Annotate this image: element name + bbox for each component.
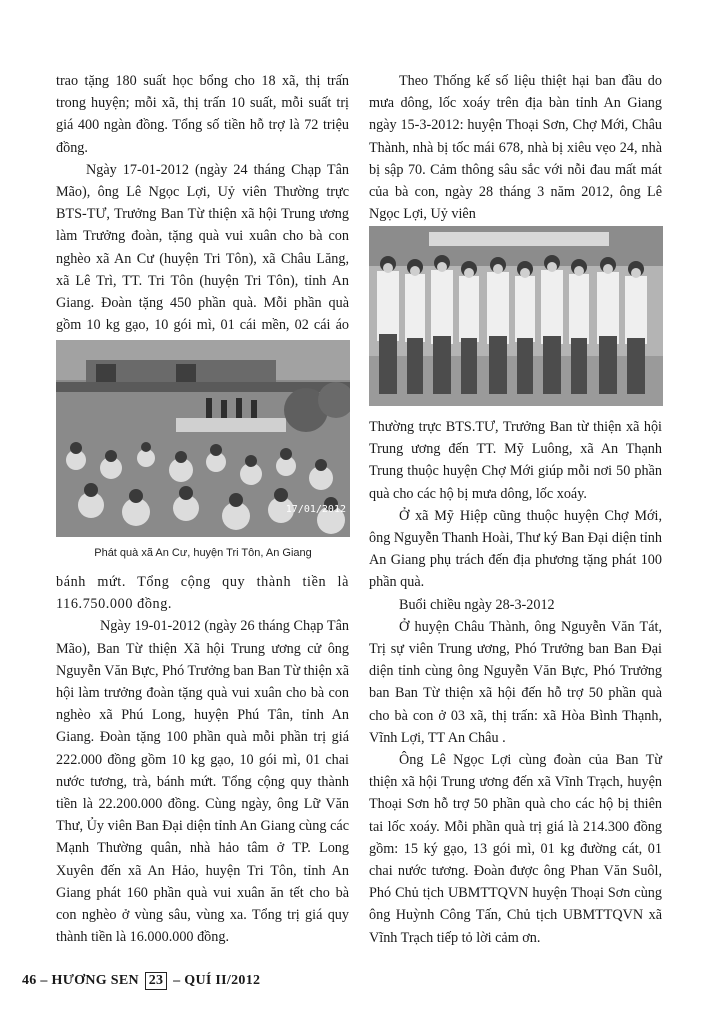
- left-paragraph-2: Ngày 17-01-2012 (ngày 24 tháng Chạp Tân Mão), ông Lê Ngọc Lợi, Uỷ viên Thường trực BTS-TƯ, Trưởng Ban Từ thiện xã hội Trung ương làm Trưởng đoàn, tặng quà vui xuân cho bà con nghèo xã An Cư (huyện Tri Tôn), xã Châu Lăng, xã Lê Trì, TT. Tri Tôn (huyện Tri Tôn), tỉnh An Giang. Đoàn tặng 450 phần quà. Mỗi phần quà gồm 10 kg gạo, 10 gói mì, 01 cái mền, 02 cái áo: [56, 161, 349, 334]
- right-column: [369, 70, 662, 225]
- left-paragraph-1: trao tặng 180 suất học bổng cho 18 xã, thị trấn trong huyện; mỗi xã, thị trấn 10 suất, mỗi suất trị giá 400 ngàn đồng. Tổng số tiền hỗ trợ là 72 triệu đồng.: [56, 73, 349, 156]
- right-paragraph-6: Ông Lê Ngọc Lợi cùng đoàn của Ban Từ thiện xã hội Trung ương đến xã Vĩnh Trạch, huyện Thoại Sơn hỗ trợ 50 phần quà cho các hộ bị thiên tai lốc xoáy. Mỗi phần quà trị giá là 214.300 đồng gồm: 15 ký gạo, 13 gói mì, 01 kg đường cát, 01 chai nước tương. Đoàn được ông Phan Văn Suôl, Phó Chủ tịch UBMTTQVN huyện Thoại Sơn cùng ông Huỳnh Công Tấn, Chủ tịch UBMTTQVN xã Vĩnh Trạch tiếp tỏ lời cảm ơn.: [369, 752, 662, 946]
- left-column: [56, 70, 349, 359]
- photo-group-delegation: [369, 226, 663, 406]
- publication-period: QUÍ II/2012: [184, 973, 261, 988]
- footer-separator: –: [40, 973, 48, 988]
- left-paragraph-3: bánh mứt. Tổng cộng quy thành tiền là 116.750.000 đồng.: [56, 574, 349, 613]
- page-footer: [22, 972, 260, 990]
- photo-caption: Phát quà xã An Cư, huyện Tri Tôn, An Giang: [94, 547, 312, 559]
- photo-date-stamp: 17/01/2012: [285, 504, 346, 515]
- right-paragraph-5: Ở huyện Châu Thành, ông Nguyễn Văn Tát, Trị sự viên Trung ương, Phó Trưởng ban Ban Đại diện tỉnh cùng ông Nguyễn Văn Bực, Phó Trưởng ban Ban Từ thiện xã hội đến hỗ trợ 50 phần quà cho bà con ở 03 xã, thị trấn: xã Hòa Bình Thạnh, Vĩnh Lợi, TT An Châu .: [369, 618, 662, 746]
- left-column-continued: [56, 571, 349, 948]
- footer-separator: –: [173, 973, 181, 988]
- left-paragraph-4: Ngày 19-01-2012 (ngày 26 tháng Chạp Tân Mão), Ban Từ thiện Xã hội Trung ương cử ông Nguyễn Văn Bực, Phó Trưởng ban Ban Từ thiện xã hội làm trưởng đoàn tặng quà vui xuân cho bà con nghèo xã Phú Long, huyện Phú Tân, tỉnh An Giang. Đoàn tặng 100 phần quà mỗi phần trị giá 222.000 đồng gồm 10 kg gạo, 10 gói mì, 01 chai nước tương, trà, bánh mứt. Tổng cộng quy thành tiền là 22.200.000 đồng. Cùng ngày, ông Lữ Văn Thư, Ủy viên Ban Đại diện tỉnh An Giang cùng các Mạnh Thường quân, nhà hảo tâm ở TP. Long Xuyên đến xã An Hảo, huyện Tri Tôn, tỉnh An Giang phát 160 phần quà vui xuân ăn tết cho bà con nghèo ở vùng sâu, vùng xa. Tổng trị giá quy thành tiền là 16.000.000 đồng.: [56, 618, 349, 946]
- issue-number: 23: [145, 972, 168, 990]
- page-number: 46: [22, 973, 37, 988]
- photo-group-image: [369, 226, 663, 406]
- photo-gift-distribution-an-cu: [56, 340, 350, 537]
- right-paragraph-2: Thường trực BTS.TƯ, Trưởng Ban từ thiện xã hội Trung ương đến TT. Mỹ Luông, xã An Thạnh Trung thuộc huyện Chợ Mới giúp mỗi nơi 50 phần quà cho các hộ bị mưa dông, lốc xoáy.: [369, 419, 662, 502]
- right-column-continued: [369, 416, 662, 949]
- right-paragraph-1: Theo Thống kế số liệu thiệt hại ban đầu do mưa dông, lốc xoáy trên địa bàn tỉnh An Giang ngày 15-3-2012: huyện Thoại Sơn, Chợ Mới, Châu Thành, nhà bị tốc mái 678, nhà bị xiêu vẹo 24, nhà bị sập 70. Cảm thông sâu sắc với nỗi đau mất mát của bà con, ngày 28 tháng 3 năm 2012, ông Lê Ngọc Lợi, Uỷ viên: [369, 73, 662, 223]
- publication-name: HƯƠNG SEN: [51, 973, 139, 988]
- right-paragraph-3: Ở xã Mỹ Hiệp cũng thuộc huyện Chợ Mới, ông Nguyễn Thanh Hoài, Thư ký Ban Đại diện tỉnh An Giang phụ trách đến địa phương tặng phát 100 phần quà.: [369, 507, 662, 591]
- right-paragraph-4: Buổi chiều ngày 28-3-2012: [399, 596, 555, 613]
